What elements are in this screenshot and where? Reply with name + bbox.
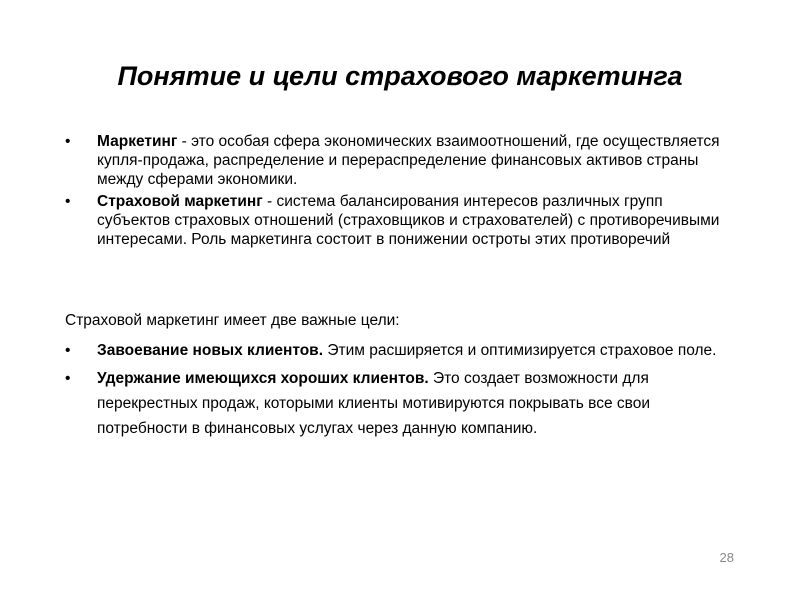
definition-text: - это особая сфера экономических взаимоотношений, где осуществляется купля-продажа, распределение и перераспределение финансовых активов страны между сферами экономики. — [97, 133, 720, 188]
goal-text: Этим расширяется и оптимизируется страховое поле. — [323, 342, 717, 359]
goal-text: Это создает возможности для перекрестных продаж, которыми клиенты мотивируются покрывать все свои потребности в финансовых услугах через данную компанию. — [97, 370, 651, 437]
goals-list — [65, 338, 725, 444]
list-item — [65, 132, 725, 189]
page-number: 28 — [719, 550, 734, 565]
goals-intro: Страховой маркетинг имеет две важные цели: — [65, 312, 400, 329]
bullet-icon: • — [65, 370, 71, 387]
definition-term: Страховой маркетинг — [97, 193, 263, 210]
list-item — [65, 338, 725, 363]
bullet-icon: • — [65, 342, 71, 359]
list-item — [65, 192, 725, 249]
slide-title: Понятие и цели страхового маркетинга — [117, 61, 683, 91]
definition-text: - система балансирования интересов различных групп субъектов страховых отношений (страховщиков и страхователей) с противоречивыми интересами. Роль маркетинга состоит в понижении остроты этих противоречий — [97, 193, 720, 248]
list-item — [65, 366, 725, 441]
bullet-icon: • — [65, 193, 71, 210]
goal-term: Удержание имеющихся хороших клиентов. — [97, 370, 429, 387]
goal-term: Завоевание новых клиентов. — [97, 342, 324, 359]
bullet-icon: • — [65, 133, 71, 150]
definition-term: Маркетинг — [97, 133, 178, 150]
definitions-list — [65, 132, 725, 252]
